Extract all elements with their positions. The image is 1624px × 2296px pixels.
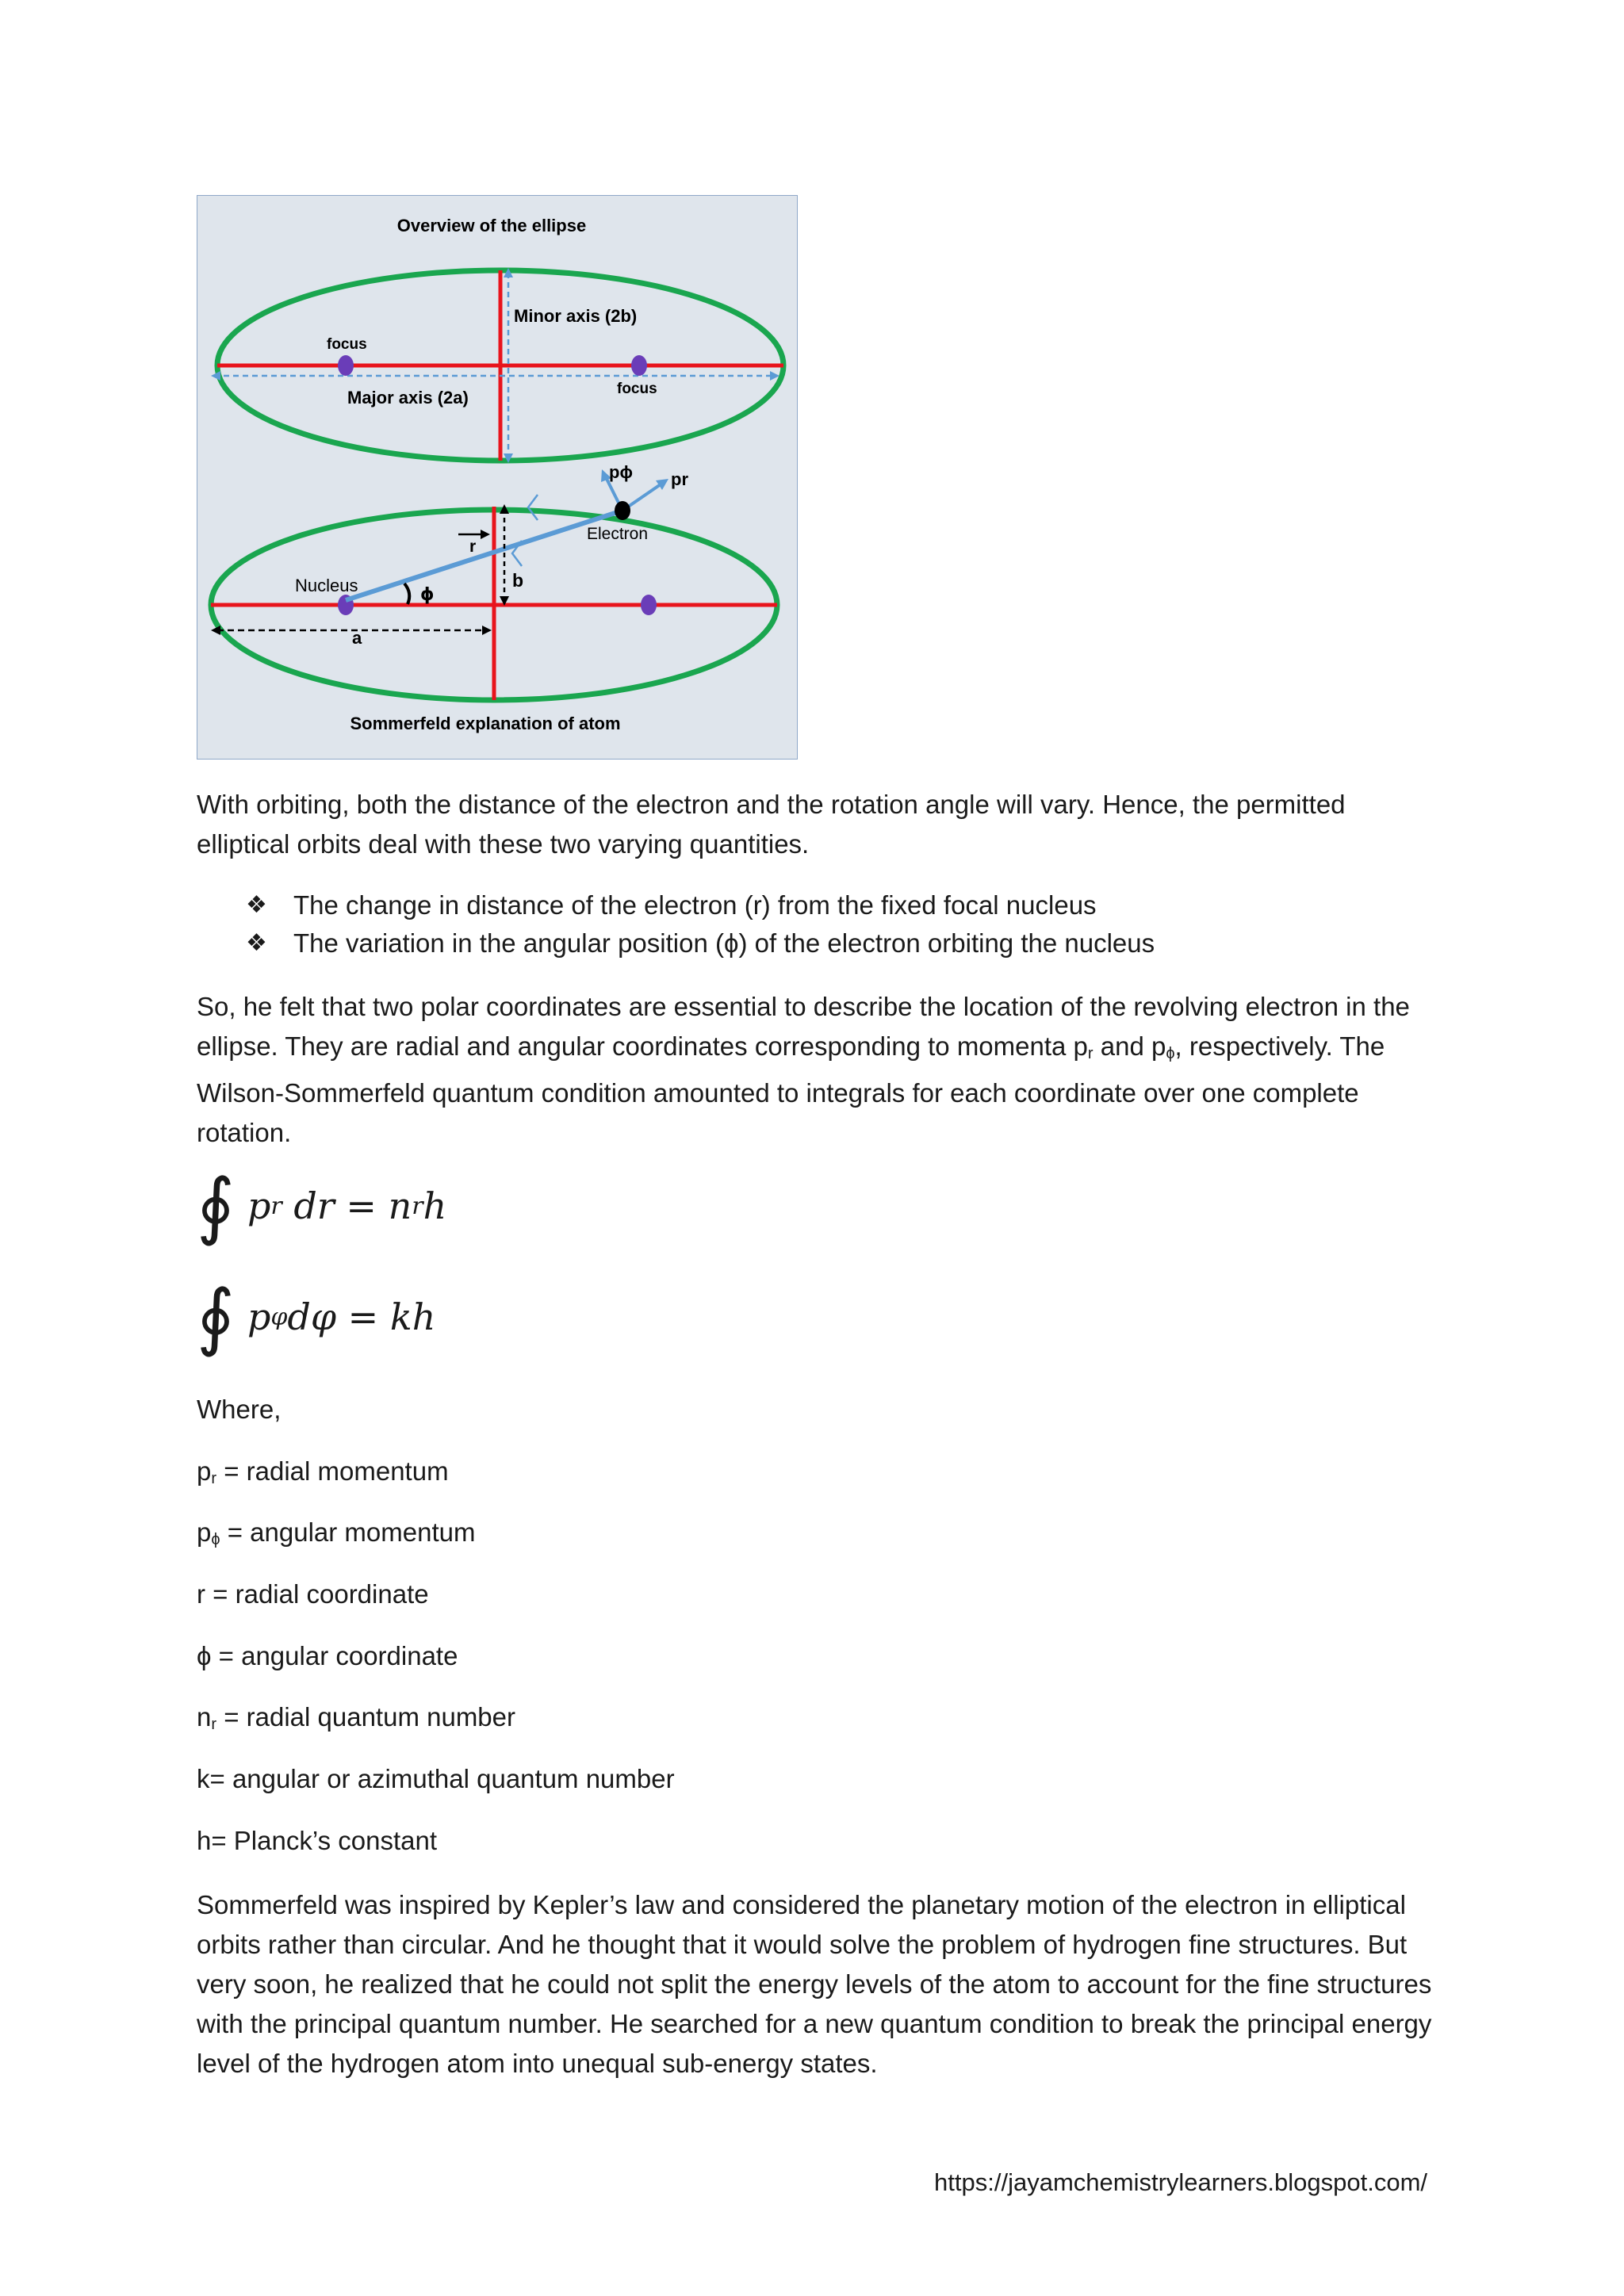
- phi-label: ϕ: [420, 585, 435, 605]
- focus-label-right: focus: [617, 381, 657, 397]
- definitions-list: [197, 1395, 675, 1888]
- eq1-rhs: n: [388, 1184, 412, 1227]
- ellipse-figure: [197, 195, 798, 760]
- p-r-label: pr: [671, 469, 688, 489]
- bullet-item: [246, 886, 1155, 924]
- sommerfeld-diagram: [197, 195, 798, 760]
- second-focus-dot: [641, 595, 657, 615]
- bullet-item: [246, 924, 1155, 962]
- figure-frame: [197, 195, 798, 760]
- eq1-lhs: p: [247, 1184, 271, 1227]
- definition-item: $n_r$ = radial quantum number: [197, 1702, 516, 1734]
- figure-title: Overview of the ellipse: [396, 216, 587, 235]
- equation-radial: [197, 1163, 447, 1248]
- definition-item: k= angular or azimuthal quantum number: [197, 1764, 675, 1794]
- diamond-bullet-icon: ❖: [246, 892, 267, 918]
- definition-item: h= Planck’s constant: [197, 1825, 438, 1855]
- p2-sub-r: r: [1087, 1045, 1094, 1062]
- paragraph-orbiting: With orbiting, both the distance of the electron and the rotation angle will vary. Hence, the permitted elliptical orbits deal with these two varying quantities.: [197, 790, 1346, 859]
- focus-dot-right: [631, 355, 647, 376]
- p-phi-label: pϕ: [609, 462, 633, 482]
- definition-item: ϕ = angular coordinate: [197, 1640, 458, 1670]
- definition-item: r = radial coordinate: [197, 1579, 429, 1609]
- contour-integral-sign: ∮: [197, 1274, 235, 1359]
- eq1-differential: dr =: [282, 1184, 389, 1227]
- bullet-list: [246, 886, 1155, 962]
- p2-part2: and p: [1093, 1031, 1166, 1061]
- where-label: Where,: [197, 1395, 282, 1424]
- p2-part3: , respectively. The Wilson-Sommerfeld quantum condition amounted to integrals for each coordinate over one complete rotation.: [197, 1031, 1385, 1147]
- eq2-lhs: p: [247, 1295, 271, 1338]
- definition-item: $p_r$ = radial momentum: [197, 1456, 449, 1487]
- p2-sub-phi: ϕ: [1166, 1045, 1175, 1062]
- a-label: a: [352, 628, 362, 648]
- bullet-text: The variation in the angular position (ϕ) of the electron orbiting the nucleus: [293, 928, 1155, 958]
- equation-angular: [197, 1274, 436, 1359]
- nucleus-label: Nucleus: [295, 576, 358, 595]
- minor-axis-label: Minor axis (2b): [514, 306, 638, 326]
- diamond-bullet-icon: ❖: [246, 930, 267, 956]
- paragraph-polar-coordinates: [197, 987, 1434, 1153]
- definition-item: $p_\phi$ = angular momentum: [197, 1517, 476, 1549]
- p2-part1: So, he felt that two polar coordinates are essential to describe the location of the revolving electron in the ellipse. They are radial and angular coordinates corresponding to momenta p: [197, 992, 1410, 1061]
- major-axis-label: Major axis (2a): [347, 388, 469, 408]
- figure-caption: Sommerfeld explanation of atom: [350, 714, 621, 733]
- eq1-lhs-sub: r: [270, 1192, 282, 1220]
- contour-integral-sign: ∮: [197, 1163, 235, 1248]
- b-label: b: [512, 570, 524, 591]
- eq1-rhs-tail: h: [423, 1184, 447, 1227]
- r-label: r: [469, 538, 477, 556]
- eq2-lhs-sub: φ: [270, 1303, 288, 1331]
- focus-label-left: focus: [327, 336, 367, 353]
- electron-label: Electron: [587, 525, 649, 543]
- eq2-differential: dφ = kh: [287, 1295, 436, 1338]
- footer-url[interactable]: https://jayamchemistrylearners.blogspot.com/: [934, 2168, 1427, 2196]
- eq1-rhs-sub: r: [412, 1192, 423, 1220]
- focus-dot-left: [338, 355, 354, 376]
- bullet-text: The change in distance of the electron (r) from the fixed focal nucleus: [293, 890, 1097, 920]
- electron-dot: [615, 501, 630, 520]
- paragraph-kepler: Sommerfeld was inspired by Kepler’s law and considered the planetary motion of the electron in elliptical orbits rather than circular. And he thought that it would solve the problem of hydrogen fine structures. But very soon, he realized that he could not split the energy levels of the atom to account for the fine structures with the principal quantum number. He searched for a new quantum condition to break the principal energy level of the hydrogen atom into unequal sub-energy states.: [197, 1890, 1432, 2078]
